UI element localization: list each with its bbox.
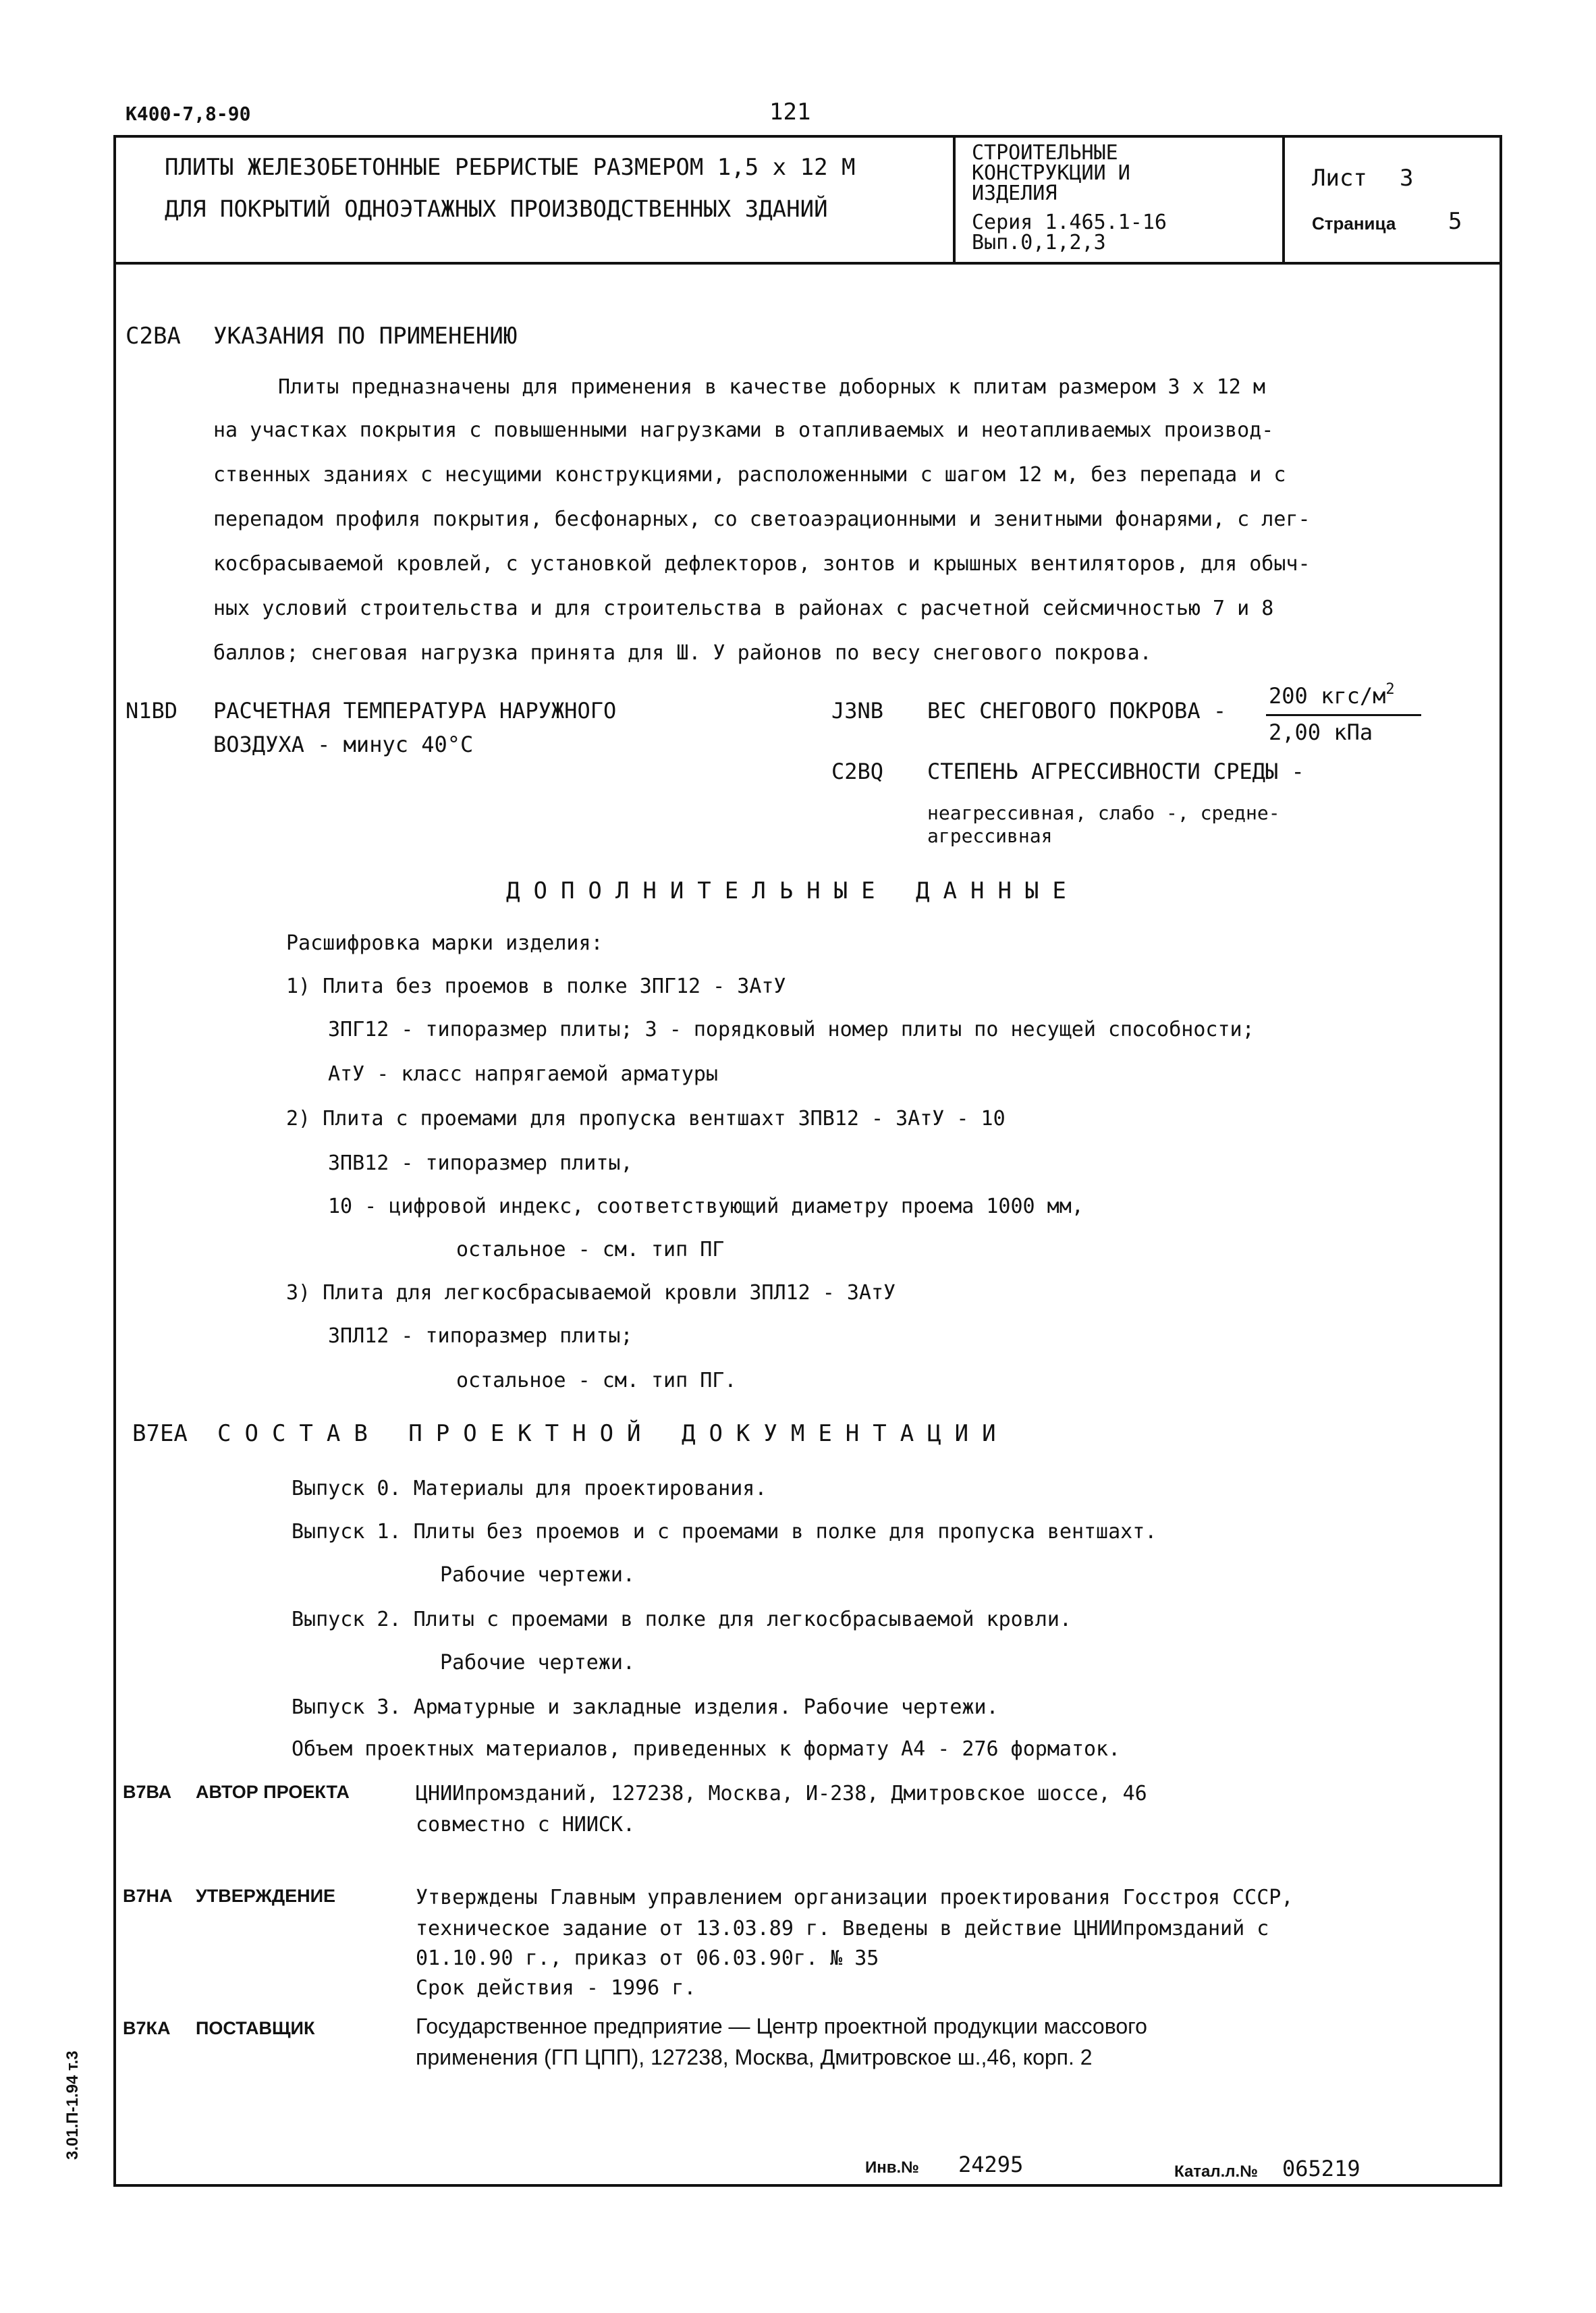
- decode-line: 3) Плита для легкосбрасываемой кровли 3ПЛ12 - 3АтУ: [286, 1281, 896, 1305]
- aggressiveness-code: С2ВQ: [831, 759, 884, 784]
- snow-load-numerator: [1269, 683, 1395, 709]
- decode-line: АтУ - класс напрягаемой арматуры: [328, 1062, 718, 1086]
- decode-heading: Расшифровка марки изделия:: [286, 931, 603, 955]
- application-line: перепадом профиля покрытия, бесфонарных, со светоаэрационными и зенитными фонарями, с лег-: [213, 508, 1311, 531]
- author-line1: ЦНИИпромзданий, 127238, Москва, И-238, Дмитровское шоссе, 46: [416, 1782, 1147, 1805]
- document-code: К400-7,8-90: [126, 103, 251, 125]
- decode-line: остальное - см. тип ПГ.: [456, 1369, 737, 1392]
- inventory-label: Инв.№: [865, 2158, 919, 2177]
- page-value: 5: [1448, 208, 1462, 235]
- decode-line: 3ПВ12 - типоразмер плиты,: [328, 1151, 633, 1175]
- extra-title: ДОПОЛНИТЕЛЬНЫЕ ДАННЫЕ: [506, 877, 1080, 904]
- fraction-bar: [1266, 714, 1421, 716]
- snow-label: ВЕС СНЕГОВОГО ПОКРОВА -: [927, 698, 1227, 724]
- snow-code: J3NB: [831, 698, 884, 724]
- frame-left: [113, 135, 116, 2187]
- frame-right: [1499, 135, 1502, 2187]
- sheet-label: Лист: [1312, 165, 1367, 192]
- application-code: С2ВА: [126, 323, 181, 350]
- catalog-number: 065219: [1282, 2156, 1360, 2181]
- author-label: АВТОР ПРОЕКТА: [196, 1782, 350, 1802]
- supplier-code: В7КА: [123, 2018, 171, 2038]
- sheet-value: 3: [1400, 165, 1414, 192]
- docs-title: СОСТАВ ПРОЕКТНОЙ ДОКУМЕНТАЦИИ: [217, 1420, 1010, 1447]
- decode-line: 3ПЛ12 - типоразмер плиты;: [328, 1324, 633, 1348]
- side-archive-code: 3.01.П-1.94 т.3: [63, 2050, 82, 2160]
- temperature-value: ВОЗДУХА - минус 40°С: [213, 732, 474, 757]
- stamp-section-line2: КОНСТРУКЦИИ И: [972, 161, 1130, 185]
- snow-load-numerator-text: 200 кгс/м: [1269, 683, 1386, 709]
- frame-bottom: [113, 2184, 1502, 2187]
- approval-line4: Срок действия - 1996 г.: [416, 1976, 696, 2000]
- stamp-section: [972, 143, 1130, 204]
- approval-code: В7НА: [123, 1886, 173, 1906]
- decode-line: остальное - см. тип ПГ: [456, 1238, 725, 1261]
- stamp-section-line1: СТРОИТЕЛЬНЫЕ: [972, 141, 1118, 165]
- docs-line: Объем проектных материалов, приведенных к формату А4 - 276 форматок.: [292, 1737, 1121, 1761]
- supplier-label: ПОСТАВЩИК: [196, 2018, 315, 2038]
- stamp-section-line3: ИЗДЕЛИЯ: [972, 182, 1057, 205]
- aggressiveness-value-line2: агрессивная: [927, 825, 1053, 847]
- approval-line1: Утверждены Главным управлением организации проектирования Госстроя СССР,: [416, 1886, 1294, 1909]
- aggressiveness-label: СТЕПЕНЬ АГРЕССИВНОСТИ СРЕДЫ -: [927, 759, 1304, 784]
- docs-line: Выпуск 2. Плиты с проемами в полке для легкосбрасываемой кровли.: [292, 1608, 1072, 1631]
- stamp-series: Серия 1.465.1-16: [972, 211, 1167, 234]
- application-line: Плиты предназначены для применения в качестве доборных к плитам размером 3 х 12 м: [278, 375, 1265, 399]
- approval-label: УТВЕРЖДЕНИЕ: [196, 1886, 336, 1906]
- stamp-issues: Вып.0,1,2,3: [972, 231, 1106, 254]
- docs-line: Рабочие чертежи.: [440, 1563, 635, 1587]
- application-title: УКАЗАНИЯ ПО ПРИМЕНЕНИЮ: [213, 323, 518, 350]
- decode-line: 2) Плита с проемами для пропуска вентшахт 3ПВ12 - 3АтУ - 10: [286, 1107, 1006, 1131]
- supplier-line2: применения (ГП ЦПП), 127238, Москва, Дмитровское ш.,46, корп. 2: [416, 2045, 1093, 2069]
- temperature-label: РАСЧЕТНАЯ ТЕМПЕРАТУРА НАРУЖНОГО: [213, 698, 617, 724]
- docs-line: Рабочие чертежи.: [440, 1651, 635, 1675]
- docs-line: Выпуск 1. Плиты без проемов и с проемами в полке для пропуска вентшахт.: [292, 1520, 1157, 1544]
- decode-line: 10 - цифровой индекс, соответствующий диаметру проема 1000 мм,: [328, 1195, 1084, 1218]
- page-label: Страница: [1312, 213, 1396, 234]
- approval-line3: 01.10.90 г., приказ от 06.03.90г. № 35: [416, 1947, 879, 1970]
- stamp-title-line2: ДЛЯ ПОКРЫТИЙ ОДНОЭТАЖНЫХ ПРОИЗВОДСТВЕННЫХ ЗДАНИЙ: [165, 196, 828, 223]
- application-line: косбрасываемой кровлей, с установкой дефлекторов, зонтов и крышных вентиляторов, для обыч-: [213, 552, 1311, 576]
- stamp-title-line1: ПЛИТЫ ЖЕЛЕЗОБЕТОННЫЕ РЕБРИСТЫЕ РАЗМЕРОМ 1,5 х 12 М: [165, 154, 856, 181]
- approval-line2: техническое задание от 13.03.89 г. Введены в действие ЦНИИпромзданий с: [416, 1917, 1269, 1940]
- catalog-label: Катал.л.№: [1174, 2162, 1258, 2181]
- application-line: баллов; снеговая нагрузка принята для Ш. У районов по весу снегового покрова.: [213, 641, 1152, 665]
- application-line: на участках покрытия с повышенными нагрузками в отапливаемых и неотапливаемых производ-: [213, 418, 1274, 442]
- application-line: ных условий строительства и для строительства в районах с расчетной сейсмичностью 7 и 8: [213, 597, 1274, 620]
- docs-line: Выпуск 0. Материалы для проектирования.: [292, 1477, 767, 1500]
- decode-line: 1) Плита без проемов в полке 3ПГ12 - 3АтУ: [286, 975, 786, 998]
- snow-load-denominator: 2,00 кПа: [1269, 719, 1373, 745]
- aggressiveness-value-line1: неагрессивная, слабо -, средне-: [927, 802, 1280, 824]
- author-code: В7ВА: [123, 1782, 172, 1802]
- temperature-code: N1BD: [126, 698, 178, 724]
- author-line2: совместно с НИИСК.: [416, 1813, 636, 1836]
- stamp-bottom-line: [113, 262, 1502, 265]
- docs-code: В7ЕА: [132, 1420, 188, 1447]
- docs-line: Выпуск 3. Арматурные и закладные изделия. Рабочие чертежи.: [292, 1695, 999, 1719]
- application-line: ственных зданиях с несущими конструкциями, расположенными с шагом 12 м, без перепада и с: [213, 463, 1286, 487]
- inventory-number: 24295: [958, 2152, 1024, 2177]
- snow-load-exponent: 2: [1385, 681, 1395, 698]
- page-number: 121: [769, 99, 811, 126]
- frame-top: [113, 135, 1502, 138]
- decode-line: 3ПГ12 - типоразмер плиты; 3 - порядковый номер плиты по несущей способности;: [328, 1018, 1255, 1041]
- supplier-line1: Государственное предприятие — Центр проектной продукции массового: [416, 2014, 1147, 2038]
- stamp-divider-2: [1282, 135, 1285, 263]
- stamp-divider-1: [953, 135, 956, 263]
